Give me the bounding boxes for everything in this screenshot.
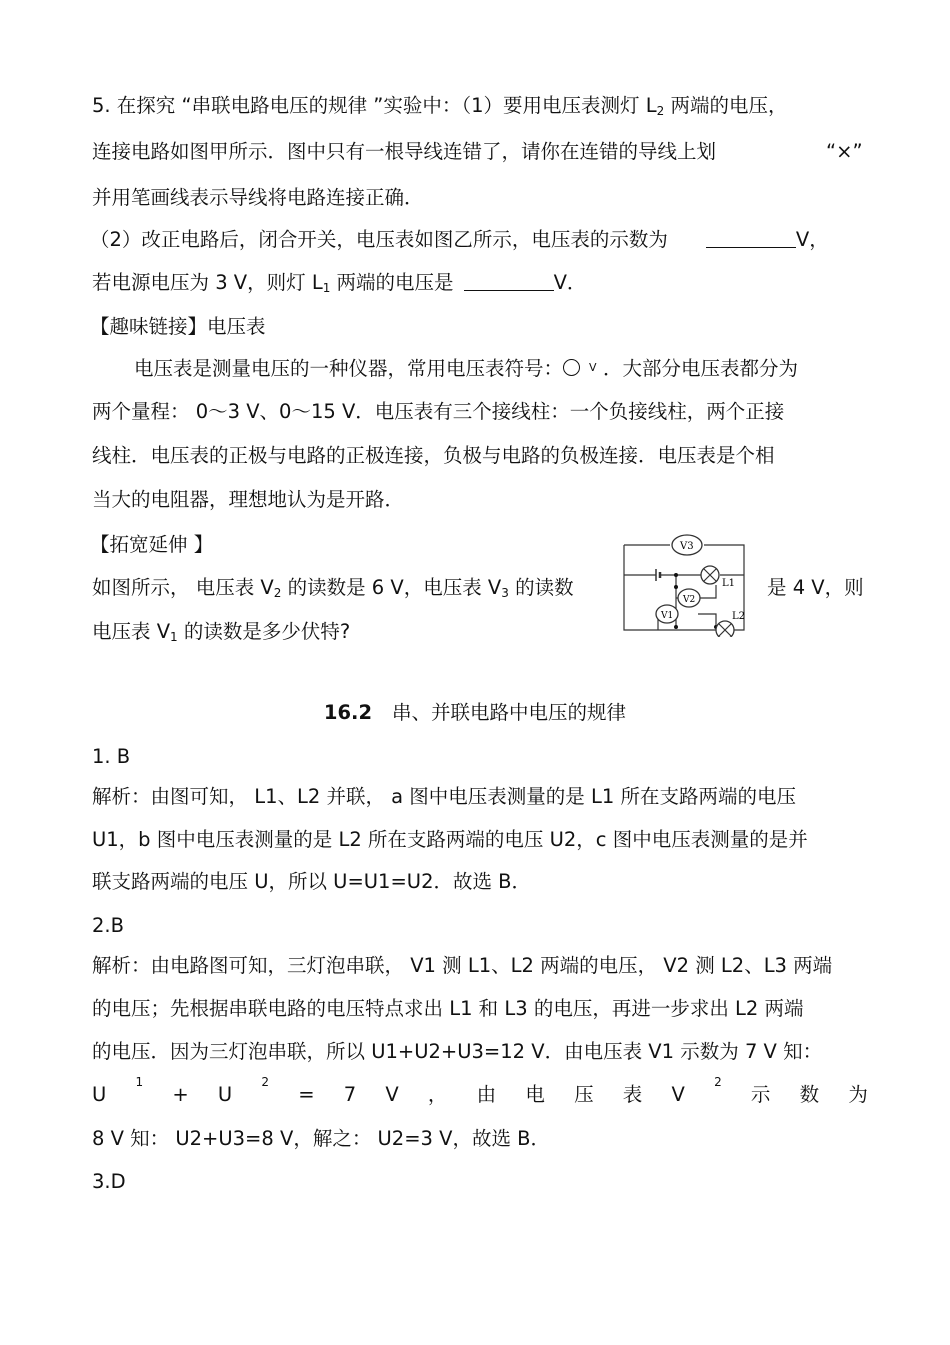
answer-1: 1. B xyxy=(92,745,131,768)
label-l2: L2 xyxy=(732,611,746,622)
fun-heading: 【趣味链接】电压表 xyxy=(90,315,266,338)
ext-line-2: 电压表 $V_1$ 的读数是多少伏特? xyxy=(92,620,351,644)
label-l1: L1 xyxy=(722,578,736,589)
q5-cross-mark: “×” xyxy=(826,140,863,163)
q5-line-1: 5. 在探究 “串联电路电压的规律 ”实验中：（1）要用电压表测灯 $L_2$ 两端的电压， xyxy=(92,94,788,118)
answer-2: 2.B xyxy=(92,914,124,937)
answer-2-line-1: 解析：由电路图可知，三灯泡串联， V1 测 L1、L2 两端的电压， V2 测 L2、L3 两端 xyxy=(92,954,833,977)
answer-2-line-2: 的电压；先根据串联电路的电压特点求出 L1 和 L3 的电压，再进一步求出 L2 两端 xyxy=(92,997,804,1020)
answer-blank[interactable] xyxy=(464,270,554,291)
voltmeter-symbol-icon: V xyxy=(563,358,603,378)
ext-heading: 【拓宽延伸 】 xyxy=(90,533,214,556)
answer-1-line-3: 联支路两端的电压 U，所以 U=U1=U2．故选 B． xyxy=(92,870,532,893)
fun-paragraph-line-3: 线柱．电压表的正极与电路的正极连接，负极与电路的负极连接．电压表是个相 xyxy=(92,444,775,467)
ext-line-1: 如图所示， 电压表 $V_2$ 的读数是 6 V，电压表 $V_3$ 的读数 xyxy=(92,576,574,600)
q5-line-5: 若电源电压为 3 V，则灯 $L_1$ 两端的电压是 V． xyxy=(92,271,587,295)
q5-line-2: 连接电路如图甲所示．图中只有一根导线连错了，请你在连错的导线上划 xyxy=(92,140,717,163)
circuit-diagram xyxy=(618,527,754,637)
lamp-l2-icon xyxy=(716,621,734,637)
q5-line-3: 并用笔画线表示导线将电路连接正确． xyxy=(92,186,424,209)
ext-line-1-end: 是 4 V，则 xyxy=(767,576,864,599)
answer-1-line-1: 解析：由图可知， L1、L2 并联， a 图中电压表测量的是 L1 所在支路两端的电压 xyxy=(92,785,796,808)
answer-1-line-2: U1，b 图中电压表测量的是 L2 所在支路两端的电压 U2，c 图中电压表测量的是并 xyxy=(92,828,808,851)
fun-paragraph-line-1: 电压表是测量电压的一种仪器，常用电压表符号： V ．大部分电压表都分为 xyxy=(134,357,799,380)
label-v2: V2 xyxy=(683,595,696,605)
q5-line-4: （2）改正电路后，闭合开关，电压表如图乙所示，电压表的示数为 V， xyxy=(90,228,829,251)
answer-3: 3.D xyxy=(92,1170,126,1193)
fun-paragraph-line-2: 两个量程： 0～3 V、0～15 V．电压表有三个接线柱：一个负接线柱，两个正接 xyxy=(92,400,785,423)
answer-blank[interactable] xyxy=(706,227,796,248)
fun-paragraph-line-4: 当大的电阻器，理想地认为是开路． xyxy=(92,488,405,511)
answer-2-line-4: U 1 + U 2 = 7 V ， 由 电 压 表 V 2 示 数 为 xyxy=(92,1075,868,1106)
answer-2-line-3: 的电压．因为三灯泡串联，所以 U1+U2+U3=12 V．由电压表 V1 示数为 7 V 知： xyxy=(92,1040,823,1063)
section-title: 16.2 串、并联电路中电压的规律 xyxy=(323,701,627,724)
answer-2-line-5: 8 V 知： U2+U3=8 V，解之： U2=3 V，故选 B． xyxy=(92,1127,551,1150)
label-v3: V3 xyxy=(680,541,694,552)
label-v1: V1 xyxy=(661,611,674,621)
